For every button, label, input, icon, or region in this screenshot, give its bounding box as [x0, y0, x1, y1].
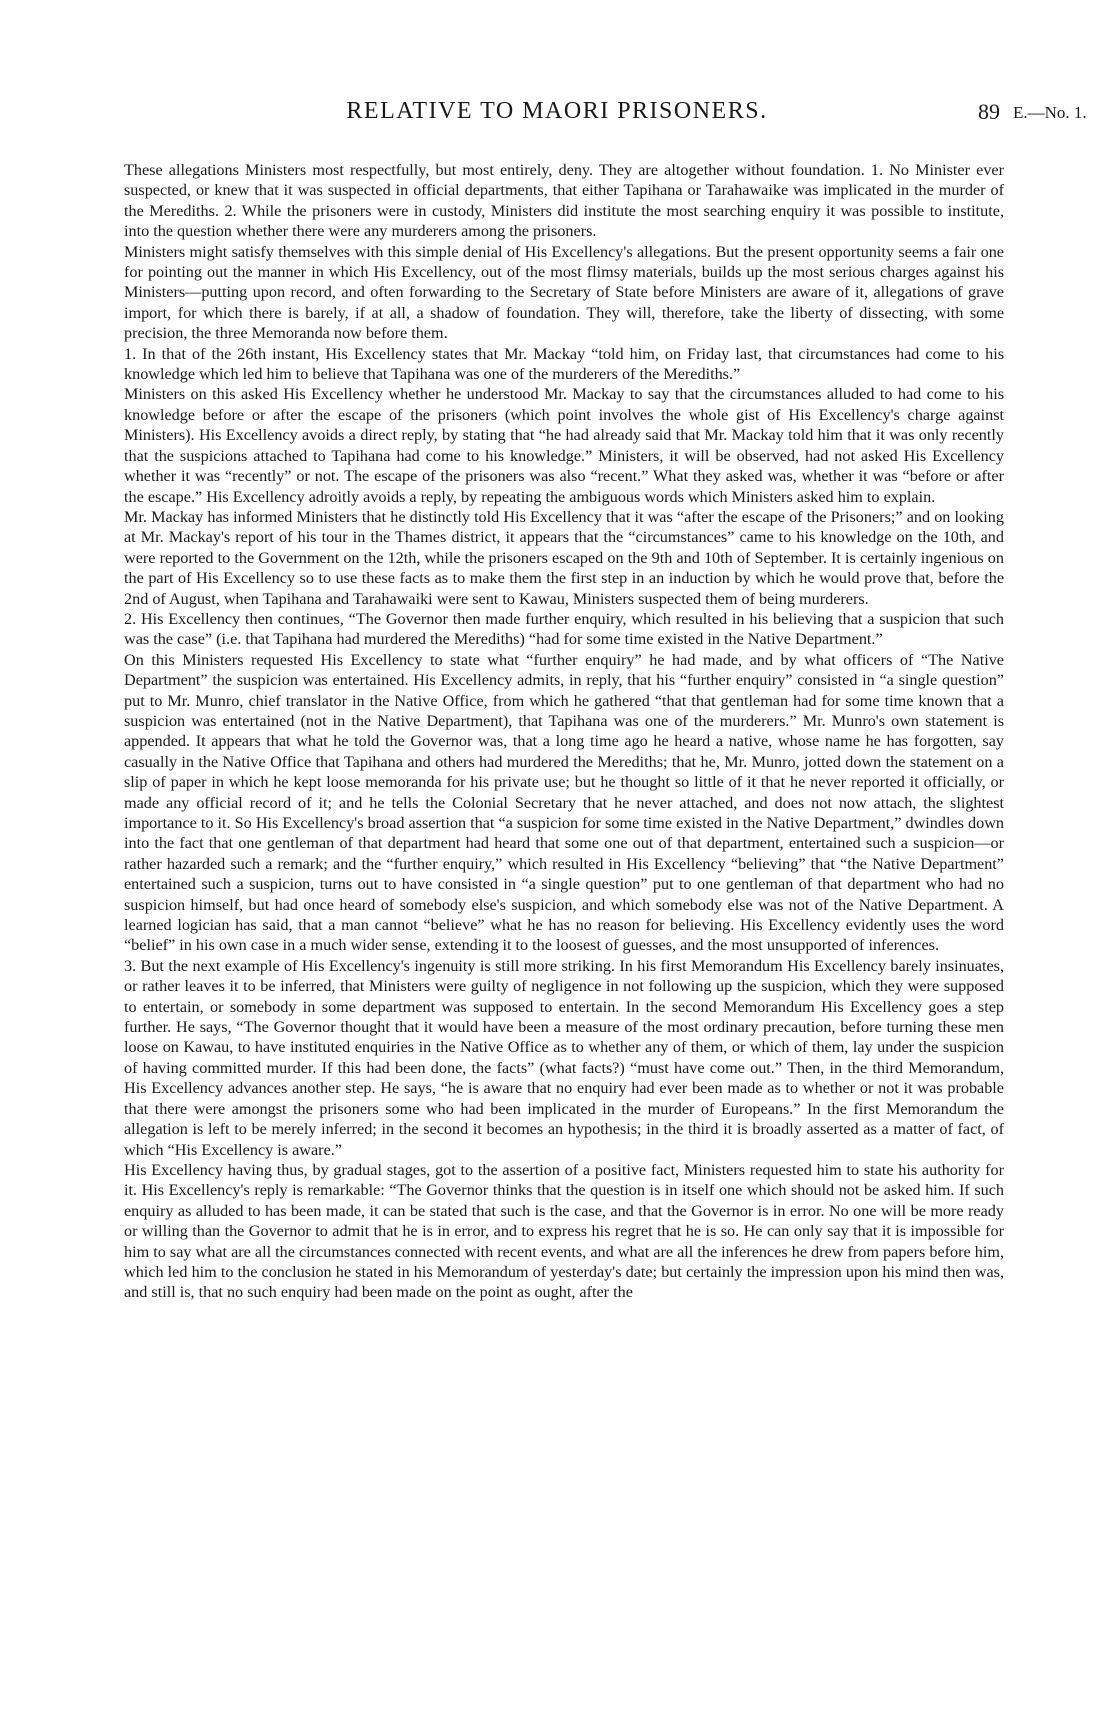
body-text	[124, 160, 1004, 1303]
paragraph: Ministers might satisfy themselves with this simple denial of His Excellency's allegations. But the present opportunity seems a fair one for pointing out the manner in which His Excellency, out of the most flimsy materials, builds up the most serious charges against his Ministers—putting upon record, and often forwarding to the Secretary of State before Ministers are aware of it, allegations of grave import, for which there is barely, if at all, a shadow of foundation. They will, therefore, take the liberty of dissecting, with some precision, the three Memoranda now before them.	[124, 242, 1004, 343]
paragraph: Ministers on this asked His Excellency whether he understood Mr. Mackay to say that the circumstances alluded to had come to his knowledge before or after the escape of the prisoners (which point involves the whole gist of His Excellency's charge against Ministers). His Excellency avoids a direct reply, by stating that “he had already said that Mr. Mackay told him that it was only recently that the suspicions attached to Tapihana had come to his knowledge.” Ministers, it will be observed, had not asked His Excellency whether it was “recently” or not. The escape of the prisoners was also “recent.” What they asked was, whether it was “before or after the escape.” His Excellency adroitly avoids a reply, by repeating the ambiguous words which Ministers asked him to explain.	[124, 385, 1004, 506]
paragraph: These allegations Ministers most respectfully, but most entirely, deny. They are altogether without foundation. 1. No Minister ever suspected, or knew that it was suspected in official departments, that either Tapihana or Tarahawaike was implicated in the murder of the Merediths. 2. While the prisoners were in custody, Ministers did institute the most searching enquiry it was possible to institute, into the question whether there were any murderers among the prisoners.	[124, 161, 1004, 241]
document-reference: E.—No. 1.	[1013, 103, 1087, 122]
paragraph: 3. But the next example of His Excellency's ingenuity is still more striking. In his first Memorandum His Excellency barely insinuates, or rather leaves it to be inferred, that Ministers were guilty of negligence in not following up the suspicion, which they were supposed to entertain, or somebody in some department was supposed to entertain. In the second Memorandum His Excellency goes a step further. He says, “The Governor thought that it would have been a measure of the most ordinary precaution, before turning these men loose on Kawau, to have instituted enquiries in the Native Office as to whether any of them, or which of them, lay under the suspicion of having committed murder. If this had been done, the facts” (what facts?) “must have come out.” Then, in the third Memorandum, His Excellency advances another step. He says, “he is aware that no enquiry had ever been made as to whether or not it was probable that there were amongst the prisoners some who had been implicated in the murder of Europeans.” In the first Memorandum the allegation is left to be merely inferred; in the second it becomes an hypothesis; in the third it is broadly asserted as a matter of fact, of which “His Excellency is aware.”	[124, 956, 1004, 1159]
page-header	[0, 98, 1114, 132]
paragraph: 2. His Excellency then continues, “The Governor then made further enquiry, which resulted in his believing that a suspicion that such was the case” (i.e. that Tapihana had murdered the Merediths) “had for some time existed in the Native Department.”	[124, 609, 1004, 649]
paragraph: 1. In that of the 26th instant, His Excellency states that Mr. Mackay “told him, on Friday last, that circumstances had come to his knowledge which led him to believe that Tapihana was one of the murderers of the Merediths.”	[124, 344, 1004, 384]
paragraph: His Excellency having thus, by gradual stages, got to the assertion of a positive fact, Ministers requested him to state his authority for it. His Excellency's reply is remarkable: “The Governor thinks that the question is in itself one which should not be asked him. If such enquiry as alluded to has been made, it can be stated that such is the case, and that the Governor is in error. No one will be more ready or willing than the Governor to admit that he is in error, and to express his regret that he is so. He can only say that it is impossible for him to say what are all the circumstances connected with recent events, and what are all the inferences he drew from papers before him, which led him to the conclusion he stated in his Memorandum of yesterday's date; but certainly the impression upon his mind then was, and still is, that no such enquiry had been made on the point as ought, after the	[124, 1160, 1004, 1302]
page-number: 89	[978, 99, 1000, 124]
running-title: RELATIVE TO MAORI PRISONERS.	[346, 98, 768, 124]
paragraph: Mr. Mackay has informed Ministers that he distinctly told His Excellency that it was “after the escape of the Prisoners;” and on looking at Mr. Mackay's report of his tour in the Thames district, it appears that the “circumstances” came to his knowledge on the 10th, and were reported to the Government on the 12th, while the prisoners escaped on the 9th and 10th of September. It is certainly ingenious on the part of His Excellency so to use these facts as to make them the first step in an induction by which he would prove that, before the 2nd of August, when Tapihana and Tarahawaiki were sent to Kawau, Ministers suspected them of being murderers.	[124, 507, 1004, 608]
paragraph: On this Ministers requested His Excellency to state what “further enquiry” he had made, and by what officers of “The Native Department” the suspicion was entertained. His Excellency admits, in reply, that his “further enquiry” consisted in “a single question” put to Mr. Munro, chief translator in the Native Office, from which he gathered “that that gentleman had for some time known that a suspicion was entertained (not in the Native Department), that Tapihana was one of the murderers.” Mr. Munro's own statement is appended. It appears that what he told the Governor was, that a long time ago he heard a native, whose name he has forgotten, say casually in the Native Office that Tapihana and others had murdered the Merediths; that he, Mr. Munro, jotted down the statement on a slip of paper in which he kept loose memoranda for his private use; but he thought so little of it that he never reported it officially, or made any official record of it; and he tells the Colonial Secretary that he never attached, and does not now attach, the slightest importance to it. So His Excellency's broad assertion that “a suspicion for some time existed in the Native Department,” dwindles down into the fact that one gentleman of that department had heard that some one out of that department, entertained such a suspicion—or rather hazarded such a remark; and the “further enquiry,” which resulted in His Excellency “believing” that “the Native Department” entertained such a suspicion, turns out to have consisted in “a single question” put to one gentleman of that department who had no suspicion himself, but had once heard of somebody else's suspicion, and which somebody else was not of the Native Department. A learned logician has said, that a man cannot “believe” what he has no reason for believing. His Excellency evidently uses the word “belief” in his own case in a much wider sense, extending it to the loosest of guesses, and the most unsupported of inferences.	[124, 650, 1004, 955]
